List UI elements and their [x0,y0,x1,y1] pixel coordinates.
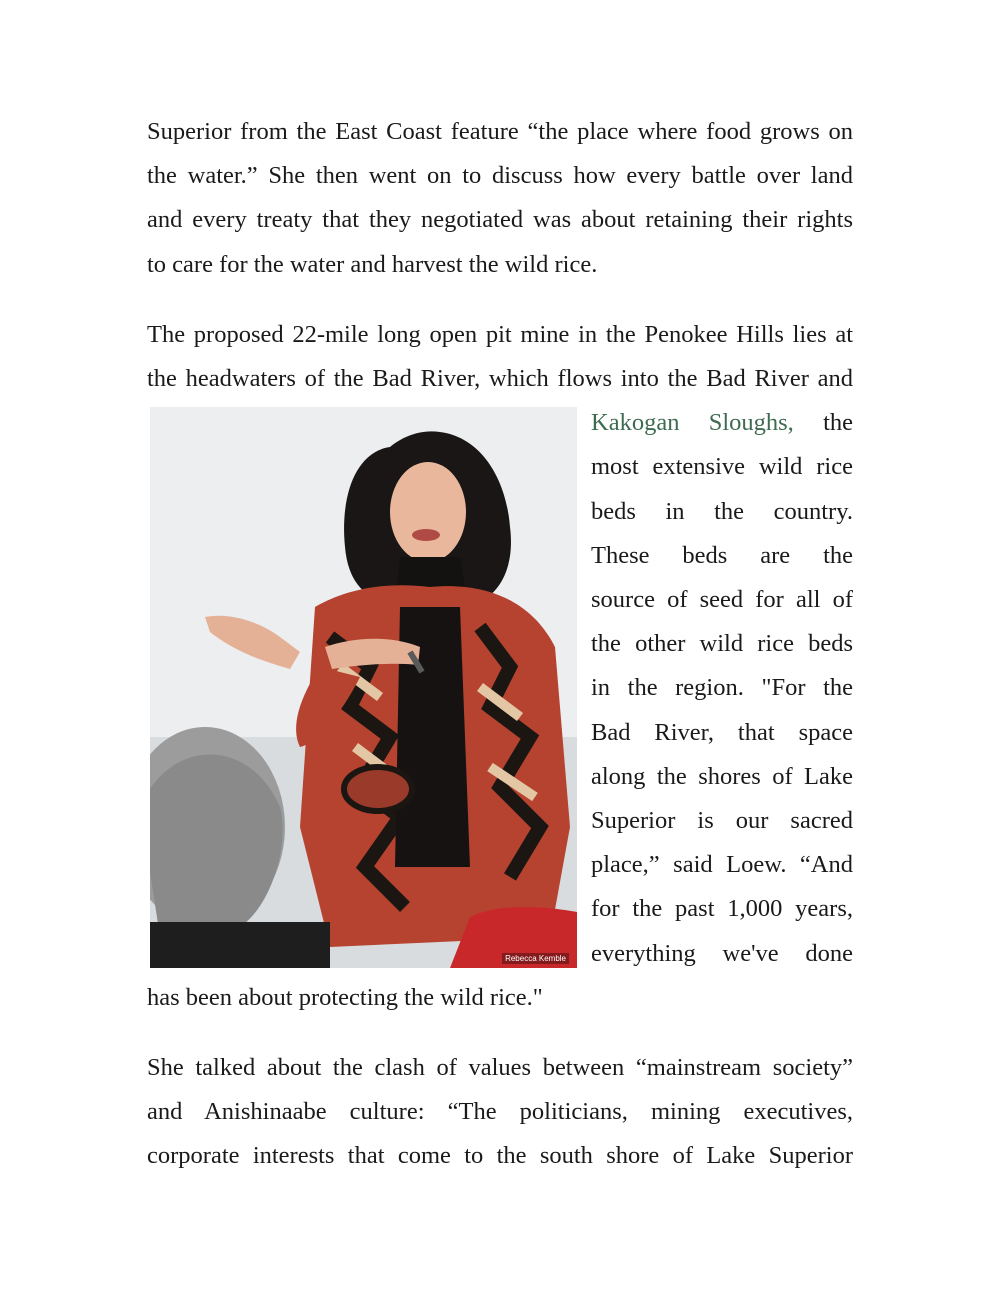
paragraph-3 [147,1046,853,1179]
text-line: source of seed for all of [591,586,853,614]
speaker-photo [150,407,577,968]
text-line: the other wild rice beds [591,630,853,658]
text-line: the headwaters of the Bad River, which flows into the Bad River and [147,365,853,393]
text-line: and every treaty that they negotiated was about retaining their rights [147,206,853,234]
text-line: Bad River, that space [591,718,853,746]
text-fragment: the [823,409,853,437]
text-line: beds in the country. [591,497,853,525]
text-line: place,” said Loew. “And [591,851,853,879]
photo-credit: Rebecca Kemble [502,953,569,964]
speaker-photo-illustration [150,407,577,968]
text-line: the water.” She then went on to discuss how every battle over land [147,162,853,190]
text-line: everything we've done [591,939,853,967]
text-line: most extensive wild rice [591,453,853,481]
text-line: Superior is our sacred [591,807,853,835]
text-line: has been about protecting the wild rice." [147,983,543,1011]
document-page [147,110,853,1179]
text-line [591,401,853,445]
text-line: and Anishinaabe culture: “The politicians, mining executives, [147,1098,853,1126]
text-line: to care for the water and harvest the wild rice. [147,250,598,278]
text-line: corporate interests that come to the south shore of Lake Superior [147,1142,853,1170]
paragraph-1 [147,110,853,287]
image-text-wrap [147,401,853,976]
text-line: along the shores of Lake [591,762,853,790]
paragraph-2 [147,313,853,1020]
kakogan-sloughs-link[interactable]: Kakogan Sloughs, [591,409,794,437]
text-line: in the region. "For the [591,674,853,702]
text-line: She talked about the clash of values between “mainstream society” [147,1054,853,1082]
text-line: The proposed 22-mile long open pit mine in the Penokee Hills lies at [147,320,853,348]
text-line: for the past 1,000 years, [591,895,853,923]
wrapped-text-column [591,401,853,976]
text-line: Superior from the East Coast feature “the place where food grows on [147,118,853,145]
text-line: These beds are the [591,541,853,569]
